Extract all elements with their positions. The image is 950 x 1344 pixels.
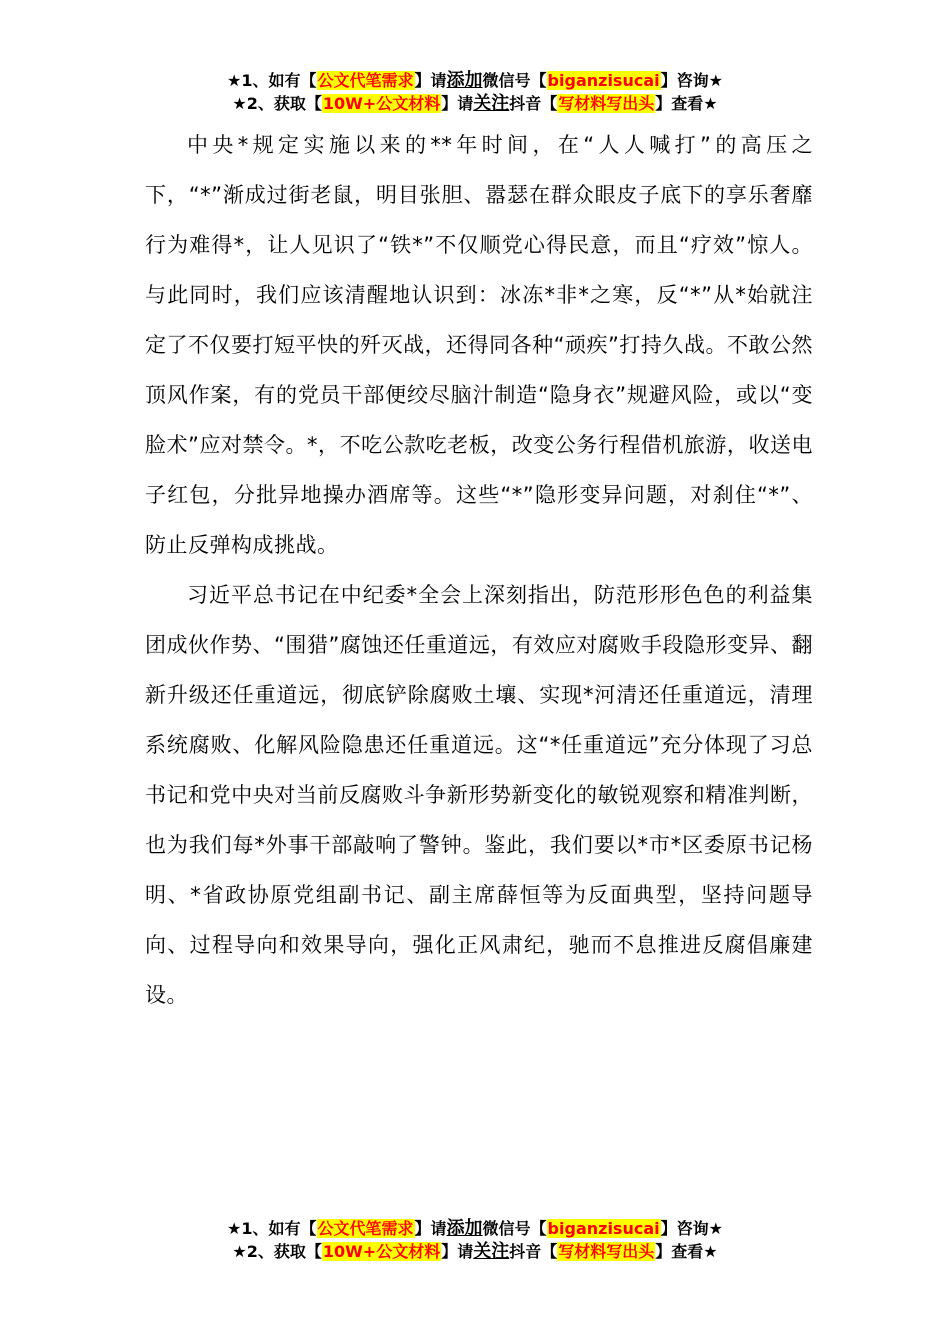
banner-text: 】咨询★ (660, 71, 723, 90)
banner-text: 】请 (414, 71, 447, 90)
highlight-materials: 10W+公文材料 (322, 94, 441, 113)
banner-text: 】查看★ (655, 94, 718, 113)
banner-text: 】请 (441, 94, 474, 113)
banner-text: ★2、获取【 (232, 1242, 322, 1261)
banner-line-1 (0, 1217, 950, 1240)
banner-line-2 (0, 1240, 950, 1263)
paragraph-1: 中央*规定实施以来的**年时间，在“人人喊打”的高压之下，“*”渐成过街老鼠，明目张胆、嚣瑟在群众眼皮子底下的享乐奢靡行为难得*，让人见识了“铁*”不仅顺党心得民意，而且“疗效”惊人。与此同时，我们应该清醒地认识到：冰冻*非*之寒，反“*”从*始就注定了不仅要打短平快的歼灭战，还得同各种“顽疾”打持久战。不敢公然顶风作案，有的党员干部便绞尽脑汁制造“隐身衣”规避风险，或以“变脸术”应对禁令。*，不吃公款吃老板，改变公务行程借机旅游，收送电子红包，分批异地操办酒席等。这些“*”隐形变异问题，对刹住“*”、防止反弹构成挑战。 (145, 133, 813, 557)
highlight-service: 公文代笔需求 (317, 1219, 414, 1238)
banner-text: ★1、如有【 (227, 71, 317, 90)
banner-text: 】请 (414, 1219, 447, 1238)
highlight-service: 公文代笔需求 (317, 71, 414, 90)
footer-banner (0, 1217, 950, 1263)
banner-text: 】请 (441, 1242, 474, 1261)
paragraph-2: 习近平总书记在中纪委*全会上深刻指出，防范形形色色的利益集团成伙作势、“围猎”腐蚀还任重道远，有效应对腐败手段隐形变异、翻新升级还任重道远，彻底铲除腐败土壤、实现*河清还任重道远，清理系统腐败、化解风险隐患还任重道远。这“*任重道远”充分体现了习总书记和党中央对当前反腐败斗争新形势新变化的敏锐观察和精准判断，也为我们每*外事干部敲响了警钟。鉴此，我们要以*市*区委原书记杨明、*省政协原党组副书记、副主席薛恒等为反面典型，坚持问题导向、过程导向和效果导向，强化正风肃纪，驰而不息推进反腐倡廉建设。 (145, 583, 813, 1007)
banner-text: 】咨询★ (660, 1219, 723, 1238)
header-banner (0, 69, 950, 115)
highlight-wechat-id: biganzisucai (547, 1219, 660, 1238)
banner-text: ★2、获取【 (232, 94, 322, 113)
banner-text: ★1、如有【 (227, 1219, 317, 1238)
highlight-account: 写材料写出头 (558, 1242, 655, 1261)
banner-text: 抖音【 (509, 94, 558, 113)
banner-line-2 (0, 92, 950, 115)
emphasis-follow: 关注 (473, 93, 510, 114)
banner-line-1 (0, 69, 950, 92)
banner-text: 】查看★ (655, 1242, 718, 1261)
highlight-materials: 10W+公文材料 (322, 1242, 441, 1261)
emphasis-follow: 关注 (473, 1241, 510, 1262)
highlight-account: 写材料写出头 (558, 94, 655, 113)
document-body (145, 120, 813, 1020)
emphasis-add: 添加 (446, 70, 483, 91)
banner-text: 微信号【 (482, 71, 547, 90)
banner-text: 抖音【 (509, 1242, 558, 1261)
banner-text: 微信号【 (482, 1219, 547, 1238)
emphasis-add: 添加 (446, 1218, 483, 1239)
highlight-wechat-id: biganzisucai (547, 71, 660, 90)
